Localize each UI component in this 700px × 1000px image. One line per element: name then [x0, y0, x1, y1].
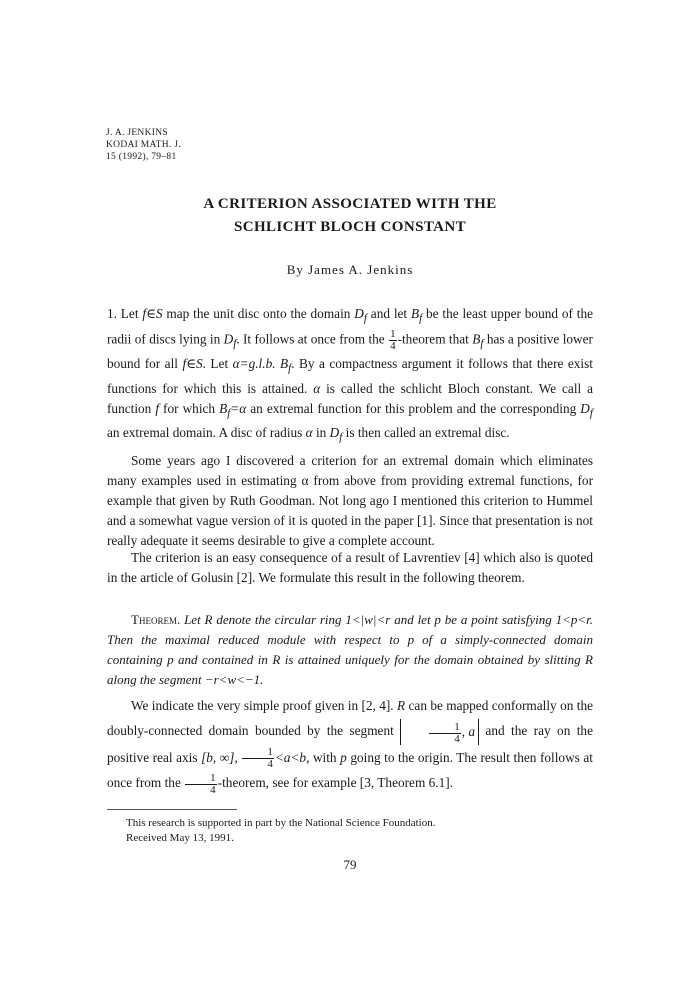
paragraph-3: The criterion is an easy consequence of a result of Lavrentiev [4] which also is quoted in the article of Golusin [2]. We formulate this result in the following theorem. [107, 550, 593, 585]
segment-bracket: $\frac{1}{4}$ , a [400, 719, 479, 744]
paragraph-4: We indicate the very simple proof given in [2, 4]. R can be mapped conformally on the doubly-connected domain bounded by the segment $\frac{1}{4}$ , a and the ray on the positive real axis [b, ∞], $\frac{1}{4}$ <a<b, with p going to the origin. The result then follows at once from the $\frac{1}{4}$ -theorem, see for example [3, Theorem 6.1]. [107, 698, 593, 796]
header-volume: 15 (1992), 79–81 [106, 152, 177, 162]
fraction-one-quarter-2: $\frac{1}{4}$ [242, 747, 274, 770]
journal-header [106, 127, 181, 163]
theorem-text: Let R denote the circular ring 1<|w|<r and let p be a point satisfying 1<p<r. Then the maximal reduced module with respect to p of a simply-connected domain containing p and contained in R is attained uniquely for the domain obtained by slitting R along the segment −r<w<−1. [107, 612, 593, 687]
footnote-received: Received May 13, 1991. [126, 832, 234, 844]
fraction-one-quarter-3: $\frac{1}{4}$ [185, 773, 217, 796]
footnote-rule [107, 809, 237, 810]
footnote-funding: This research is supported in part by the National Science Foundation. [126, 817, 436, 829]
header-author: J. A. JENKINS [106, 128, 168, 138]
paper-title-line-1: A CRITERION ASSOCIATED WITH THE [203, 196, 497, 212]
header-journal: KODAI MATH. J. [106, 140, 181, 150]
paper-title-line-2: SCHLICHT BLOCH CONSTANT [233, 219, 467, 235]
paper-author: By James A. Jenkins [286, 262, 414, 277]
theorem-label: Theorem. [131, 612, 181, 627]
paragraph-1: 1. Let f∈S map the unit disc onto the domain $D_f$ and let $B_f$ be the least upper bound of the radii of discs lying in $D_f$. It follows at once from the $\frac{1}{4}$ -theorem that $B_f$ has a positive lower bound for all f∈S. Let α=g.l.b. $B_f$. By a compactness argument it follows that there exist functions for which this is attained. α is called the schlicht Bloch constant. We call a function f for which $B_f=\alpha$ an extremal function for this problem and the corresponding $D_f$ an extremal domain. A disc of radius α in $D_f$ is then called an extremal disc. [107, 306, 594, 444]
fraction-one-quarter: $\frac{1}{4}$ [390, 327, 396, 352]
theorem-statement [107, 610, 593, 690]
footnote [126, 816, 435, 846]
page-number: 79 [343, 857, 357, 872]
paragraph-2: Some years ago I discovered a criterion for an extremal domain which eliminates many examples used in estimating α from above from providing extremal functions, for example that given by Ruth Goodman. Not long ago I mentioned this criterion to Hummel and a somewhat vague version of it is quoted in the paper [1]. Since that presentation is not really adequate it seems desirable to give a complete account. [107, 453, 593, 548]
